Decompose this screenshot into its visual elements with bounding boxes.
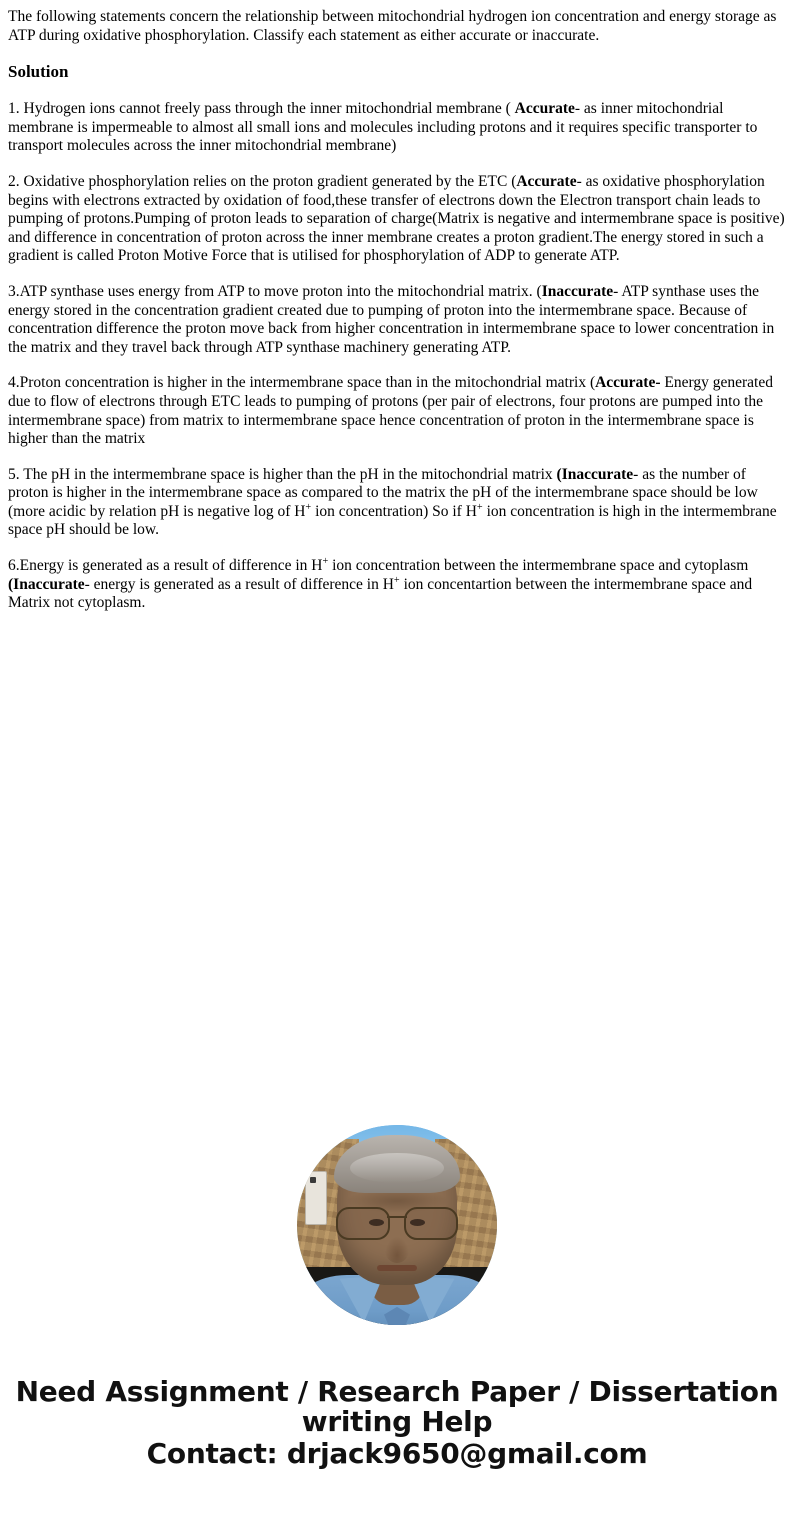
statement-1-claim: Hydrogen ions cannot freely pass through the inner mitochondrial membrane ( <box>19 100 515 118</box>
footer-line-3: Contact: drjack9650@gmail.com <box>146 1436 648 1470</box>
statement-5-explanation-part2: ion concentration) So if H <box>311 502 477 520</box>
statement-1 <box>8 100 786 156</box>
footer-advert <box>8 1374 786 1499</box>
statement-5-number: 5. <box>8 465 20 483</box>
statement-1-explanation: - as inner mitochondrial membrane is impermeable to almost all small ions and molecules including protons and it requires specific transporter to transport molecules across the inner mitochondrial membrane) <box>8 100 758 155</box>
statement-6-number: 6. <box>8 557 20 575</box>
statement-3 <box>8 283 786 357</box>
statement-2 <box>8 173 786 266</box>
statement-2-number: 2. <box>8 172 20 190</box>
statement-3-claim: ATP synthase uses energy from ATP to move proton into the mitochondrial matrix. ( <box>19 282 542 300</box>
statement-4-claim: Proton concentration is higher in the intermembrane space than in the mitochondrial matrix ( <box>19 374 596 392</box>
statement-1-verdict: Accurate <box>514 100 575 118</box>
avatar-nose <box>385 1237 409 1263</box>
statement-6-claim-after: ion concentration between the intermembrane space and cytoplasm <box>328 557 749 575</box>
avatar-wall-switch-panel <box>305 1171 327 1225</box>
avatar-lens-left <box>336 1207 390 1240</box>
statement-4 <box>8 374 786 448</box>
statement-3-verdict: Inaccurate <box>541 282 614 300</box>
statement-5-claim: The pH in the intermembrane space is higher than the pH in the mitochondrial matrix <box>19 465 557 483</box>
footer-line-1: Need Assignment / Research Paper / Dissertation <box>15 1374 779 1408</box>
statement-2-explanation: - as oxidative phosphorylation begins with electrons extracted by oxidation of food,these transfer of electrons down the Electron transport chain leads to pumping of protons.Pumping of proton leads to separation of charge(Matrix is negative and intermembrane space is positive) and difference in concentration of proton across the inner membrane creates a proton gradient.The energy stored in such a gradient is called Proton Motive Force that is utilised for phosphorylation of ADP to generate ATP. <box>8 172 785 265</box>
statement-3-number: 3. <box>8 282 20 300</box>
statement-4-verdict: Accurate- <box>595 374 661 392</box>
statement-2-verdict: Accurate <box>516 172 577 190</box>
avatar-switch-dot <box>310 1177 316 1183</box>
statement-4-explanation: Energy generated due to flow of electrons through ETC leads to pumping of protons (per pair of electrons, four protons are pumped into the intermembrane space) from matrix to intermembrane space hence concentration of proton in the intermembrane space is higher than the matrix <box>8 374 773 448</box>
avatar-container <box>8 1125 786 1325</box>
solution-heading: Solution <box>8 62 69 82</box>
statement-5 <box>8 466 786 540</box>
statement-5-explanation-part1: - as the number of proton is higher in the intermembrane space as compared to the matrix the pH of the intermembrane space should be low (more acidic by relation pH is negative log of H <box>8 465 758 520</box>
statement-6-claim-before: Energy is generated as a result of difference in H <box>19 557 323 575</box>
statement-5-superscript-1: + <box>305 501 312 513</box>
statement-1-number: 1. <box>8 100 20 118</box>
statement-2-claim: Oxidative phosphorylation relies on the proton gradient generated by the ETC ( <box>19 172 517 190</box>
statement-5-explanation-part3: ion concentration is high in the intermembrane space pH should be low. <box>8 502 777 539</box>
intro-paragraph: The following statements concern the relationship between mitochondrial hydrogen ion concentration and energy storage as ATP during oxidative phosphorylation. Classify each statement as either accurate or inaccurate. <box>8 8 777 44</box>
statement-6 <box>8 557 786 613</box>
statement-3-explanation: - ATP synthase uses the energy stored in the concentration gradient created due to pumping of proton into the intermembrane space. Because of concentration difference the proton move back from higher concentration in intermembrane space to lower concentration in the matrix and they travel back through ATP synthase machinery generating ATP. <box>8 282 775 356</box>
statement-6-explanation-part1: - energy is generated as a result of difference in H <box>84 575 394 593</box>
avatar-glasses-bridge <box>387 1216 407 1219</box>
statement-6-verdict: (Inaccurate <box>8 575 85 593</box>
avatar <box>297 1125 497 1325</box>
statement-6-superscript-1: + <box>322 555 329 567</box>
statement-6-superscript-2: + <box>393 574 400 586</box>
glasses-icon <box>334 1207 460 1237</box>
statement-4-number: 4. <box>8 374 20 392</box>
avatar-mouth <box>377 1265 417 1271</box>
statement-5-superscript-2: + <box>476 501 483 513</box>
statement-6-explanation-part2: ion concentartion between the intermembrane space and Matrix not cytoplasm. <box>8 575 753 612</box>
avatar-lens-right <box>404 1207 458 1240</box>
footer-line-2: writing Help <box>301 1404 493 1438</box>
statement-5-verdict: (Inaccurate <box>556 465 634 483</box>
